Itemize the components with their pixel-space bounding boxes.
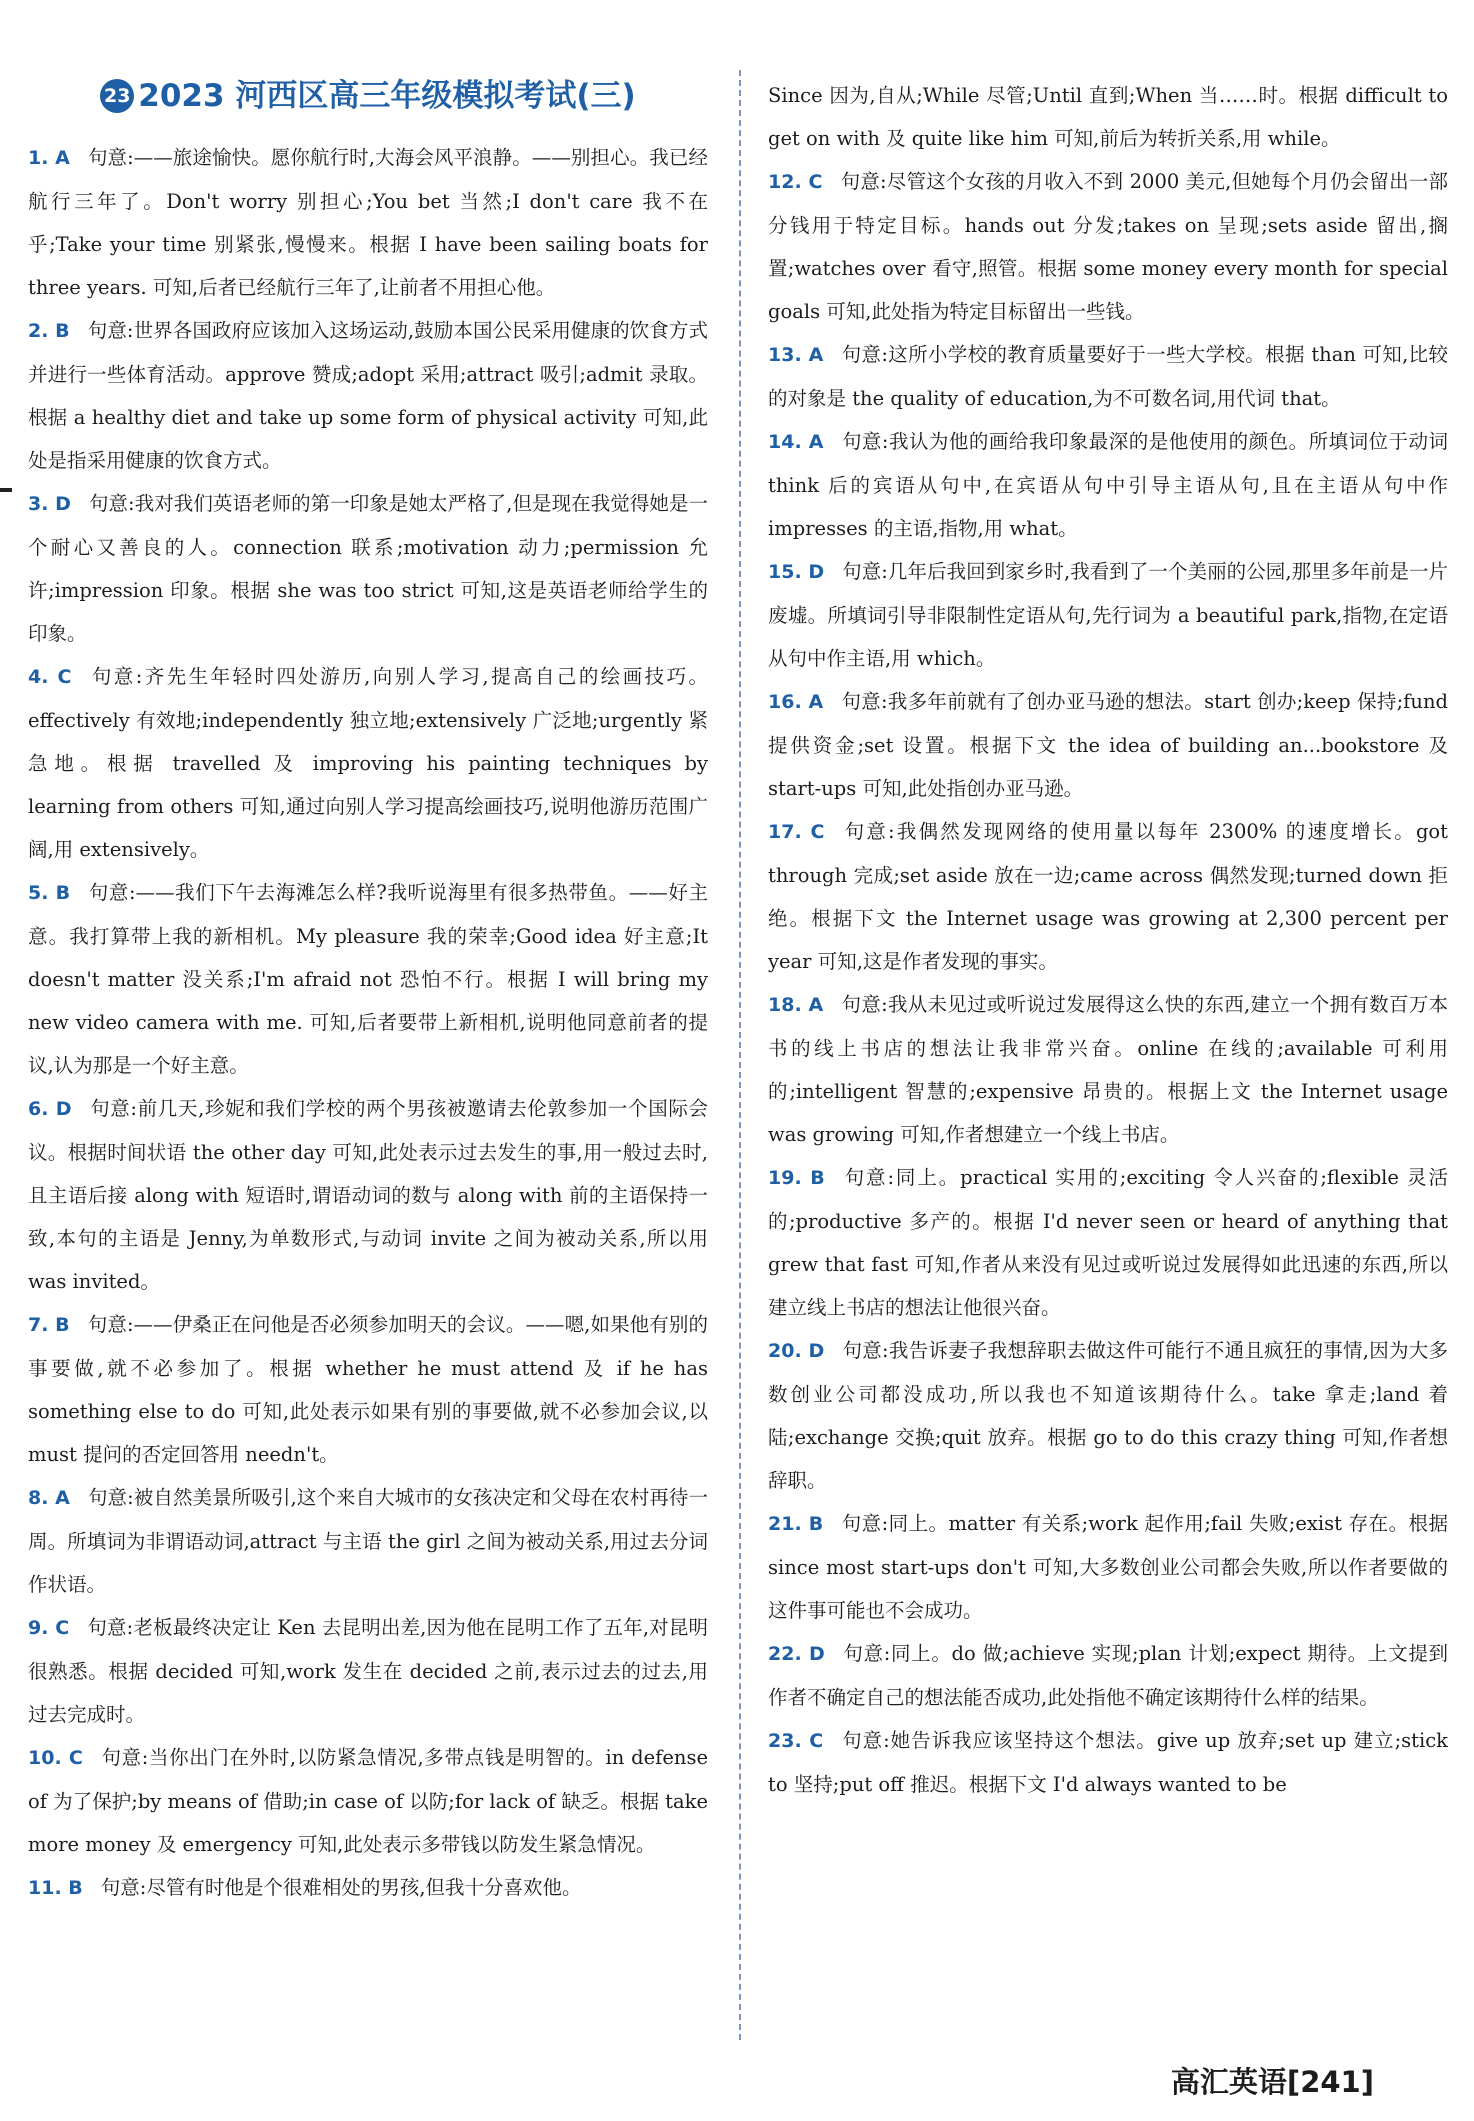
answer-number: 6. D [28,1098,72,1120]
answer-number: 13. A [768,344,824,366]
answer-number: 11. B [28,1877,83,1899]
answer-number: 4. C [28,666,72,688]
answer-item [768,160,1448,333]
answer-text: 句意:我告诉妻子我想辞职去做这件可能行不通且疯狂的事情,因为大多数创业公司都没成功,所以我也不知道该期待什么。take 拿走;land 着陆;exchange 交换;quit 放弃。根据 go to do this crazy thing 可知,作者想辞职。 [768,1339,1448,1492]
test-number-badge: 23 [100,79,134,113]
answer-number: 23. C [768,1730,824,1752]
answer-item [28,482,708,655]
page-title [28,70,708,128]
answer-item [768,1156,1448,1329]
answer-item [768,680,1448,810]
answer-text: 句意:这所小学校的教育质量要好于一些大学校。根据 than 可知,比较的对象是 the quality of education,为不可数名词,用代词 that。 [768,343,1449,410]
answer-item [768,550,1448,680]
answer-text: 句意:几年后我回到家乡时,我看到了一个美丽的公园,那里多年前是一片废墟。所填词引导非限制性定语从句,先行词为 a beautiful park,指物,在定语从句中作主语,用 which。 [768,560,1449,670]
answer-item [28,655,708,871]
answer-item [28,1606,708,1736]
answer-number: 3. D [28,493,71,515]
answer-number: 15. D [768,561,825,583]
answer-number: 16. A [768,691,824,713]
answer-item [768,1719,1448,1806]
answer-item [28,1087,708,1303]
answer-text: 句意:当你出门在外时,以防紧急情况,多带点钱是明智的。in defense of 为了保护;by means of 借助;in case of 以防;for lack of 缺乏。根据 take more money 及 emergency 可知,此处表示多带钱以防发生紧急情况。 [28,1746,708,1856]
answer-text: 句意:她告诉我应该坚持这个想法。give up 放弃;set up 建立;stick to 坚持;put off 推迟。根据下文 I'd always wanted to be [768,1729,1448,1796]
answer-text: 句意:我从未见过或听说过发展得这么快的东西,建立一个拥有数百万本书的线上书店的想法让我非常兴奋。online 在线的;available 可利用的;intelligent 智慧的;expensive 昂贵的。根据上文 the Internet usage was growing 可知,作者想建立一个线上书店。 [768,993,1448,1146]
answer-number: 7. B [28,1314,70,1336]
answer-text: 句意:老板最终决定让 Ken 去昆明出差,因为他在昆明工作了五年,对昆明很熟悉。根据 decided 可知,work 发生在 decided 之前,表示过去的过去,用过去完成时。 [28,1616,709,1726]
answer-number: 21. B [768,1513,824,1535]
title-text: 2023 河西区高三年级模拟考试(三) [138,78,636,114]
answer-item [768,1502,1448,1632]
answer-text: 句意:同上。matter 有关系;work 起作用;fail 失败;exist 存在。根据 since most start-ups don't 可知,大多数创业公司都会失败,所以作者要做的这件事可能也不会成功。 [768,1512,1448,1622]
left-answers [28,136,708,1910]
left-column [28,68,708,1910]
answer-item [28,871,708,1087]
answer-number: 5. B [28,882,71,904]
answer-text: 句意:同上。practical 实用的;exciting 令人兴奋的;flexible 灵活的;productive 多产的。根据 I'd never seen or heard of anything that grew that fast 可知,作者从来没有见过或听说过发展得如此迅速的东西,所以建立线上书店的想法让他很兴奋。 [768,1166,1448,1319]
page-bracket-open: [ [1286,2065,1301,2099]
answer-number: 2. B [28,320,70,342]
answer-item [768,420,1448,550]
right-answers [768,74,1448,1806]
answer-item [28,136,708,309]
answer-item [28,1476,708,1606]
answer-text: 句意:——旅途愉快。愿你航行时,大海会风平浪静。——别担心。我已经航行三年了。Don't worry 别担心;You bet 当然;I don't care 我不在乎;Take your time 别紧张,慢慢来。根据 I have been sailing boats for three years. 可知,后者已经航行三年了,让前者不用担心他。 [28,146,708,299]
answer-text: 句意:——我们下午去海滩怎么样?我听说海里有很多热带鱼。——好主意。我打算带上我的新相机。My pleasure 我的荣幸;Good idea 好主意;It doesn't matter 没关系;I'm afraid not 恐怕不行。根据 I will bring my new video camera with me. 可知,后者要带上新相机,说明他同意前者的提议,认为那是一个好主意。 [28,881,708,1077]
answer-number: 8. A [28,1487,70,1509]
answer-item [28,309,708,482]
answer-item [768,74,1448,160]
answer-text: 句意:我多年前就有了创办亚马逊的想法。start 创办;keep 保持;fund 提供资金;set 设置。根据下文 the idea of building an...bookstore 及 start-ups 可知,此处指创办亚马逊。 [768,690,1448,800]
answer-number: 1. A [28,147,70,169]
column-divider [739,70,741,2040]
answer-item [768,1329,1448,1502]
margin-mark [0,488,12,492]
answer-number: 20. D [768,1340,825,1362]
answer-text: 句意:世界各国政府应该加入这场运动,鼓励本国公民采用健康的饮食方式并进行一些体育活动。approve 赞成;adopt 采用;attract 吸引;admit 录取。根据 a healthy diet and take up some form of physical activity 可知,此处是指采用健康的饮食方式。 [28,319,708,472]
page-bracket-close: ] [1360,2065,1374,2099]
answer-item [28,1736,708,1866]
answer-text: 句意:我对我们英语老师的第一印象是她太严格了,但是现在我觉得她是一个耐心又善良的人。connection 联系;motivation 动力;permission 允许;impression 印象。根据 she was too strict 可知,这是英语老师给学生的印象。 [28,492,708,645]
answer-item [28,1866,708,1910]
answer-text: 句意:尽管有时他是个很难相处的男孩,但我十分喜欢他。 [100,1876,582,1899]
answer-text: 句意:尽管这个女孩的月收入不到 2000 美元,但她每个月仍会留出一部分钱用于特定目标。hands out 分发;takes on 呈现;sets aside 留出,搁置;watches over 看守,照管。根据 some money every month for special goals 可知,此处指为特定目标留出一些钱。 [768,170,1448,323]
book-name: 高汇英语 [1170,2065,1287,2099]
answer-text: 句意:我偶然发现网络的使用量以每年 2300% 的速度增长。got through 完成;set aside 放在一边;came across 偶然发现;turned down 拒绝。根据下文 the Internet usage was growing at 2,300 percent per year 可知,这是作者发现的事实。 [768,820,1449,973]
answer-item [768,333,1448,420]
answer-number: 19. B [768,1167,825,1189]
answer-text: 句意:前几天,珍妮和我们学校的两个男孩被邀请去伦敦参加一个国际会议。根据时间状语 the other day 可知,此处表示过去发生的事,用一般过去时,且主语后接 along with 短语时,谓语动词的数与 along with 前的主语保持一致,本句的主语是 Jenny,为单数形式,与动词 invite 之间为被动关系,所以用 was invited。 [28,1097,708,1293]
answer-text: 句意:——伊桑正在问他是否必须参加明天的会议。——嗯,如果他有别的事要做,就不必参加了。根据 whether he must attend 及 if he has something else to do 可知,此处表示如果有别的事要做,就不必参加会议,以 must 提问的否定回答用 needn't。 [28,1313,708,1466]
answer-number: 18. A [768,994,824,1016]
answer-item [768,983,1448,1156]
answer-item [768,1632,1448,1719]
answer-number: 10. C [28,1747,83,1769]
page-number: 241 [1300,2065,1361,2099]
answer-text: 句意:被自然美景所吸引,这个来自大城市的女孩决定和父母在农村再待一周。所填词为非谓语动词,attract 与主语 the girl 之间为被动关系,用过去分词作状语。 [28,1486,708,1596]
answer-text: Since 因为,自从;While 尽管;Until 直到;When 当……时。根据 difficult to get on with 及 quite like him 可知,前后为转折关系,用 while。 [768,84,1448,150]
right-column [768,74,1448,1806]
answer-number: 9. C [28,1617,70,1639]
page-footer [1171,2060,1374,2102]
answer-text: 句意:同上。do 做;achieve 实现;plan 计划;expect 期待。上文提到作者不确定自己的想法能否成功,此处指他不确定该期待什么样的结果。 [768,1642,1448,1709]
answer-number: 14. A [768,431,824,453]
answer-number: 17. C [768,821,825,843]
answer-number: 12. C [768,171,823,193]
answer-text: 句意:齐先生年轻时四处游历,向别人学习,提高自己的绘画技巧。effectively 有效地;independently 独立地;extensively 广泛地;urgently 紧急地。根据 travelled 及 improving his painting techniques by learning from others 可知,通过向别人学习提高绘画技巧,说明他游历范围广阔,用 extensively。 [28,665,708,861]
answer-item [28,1303,708,1476]
answer-number: 22. D [768,1643,825,1665]
answer-item [768,810,1448,983]
answer-text: 句意:我认为他的画给我印象最深的是他使用的颜色。所填词位于动词 think 后的宾语从句中,在宾语从句中引导主语从句,且在主语从句中作 impresses 的主语,指物,用 what。 [768,430,1448,540]
